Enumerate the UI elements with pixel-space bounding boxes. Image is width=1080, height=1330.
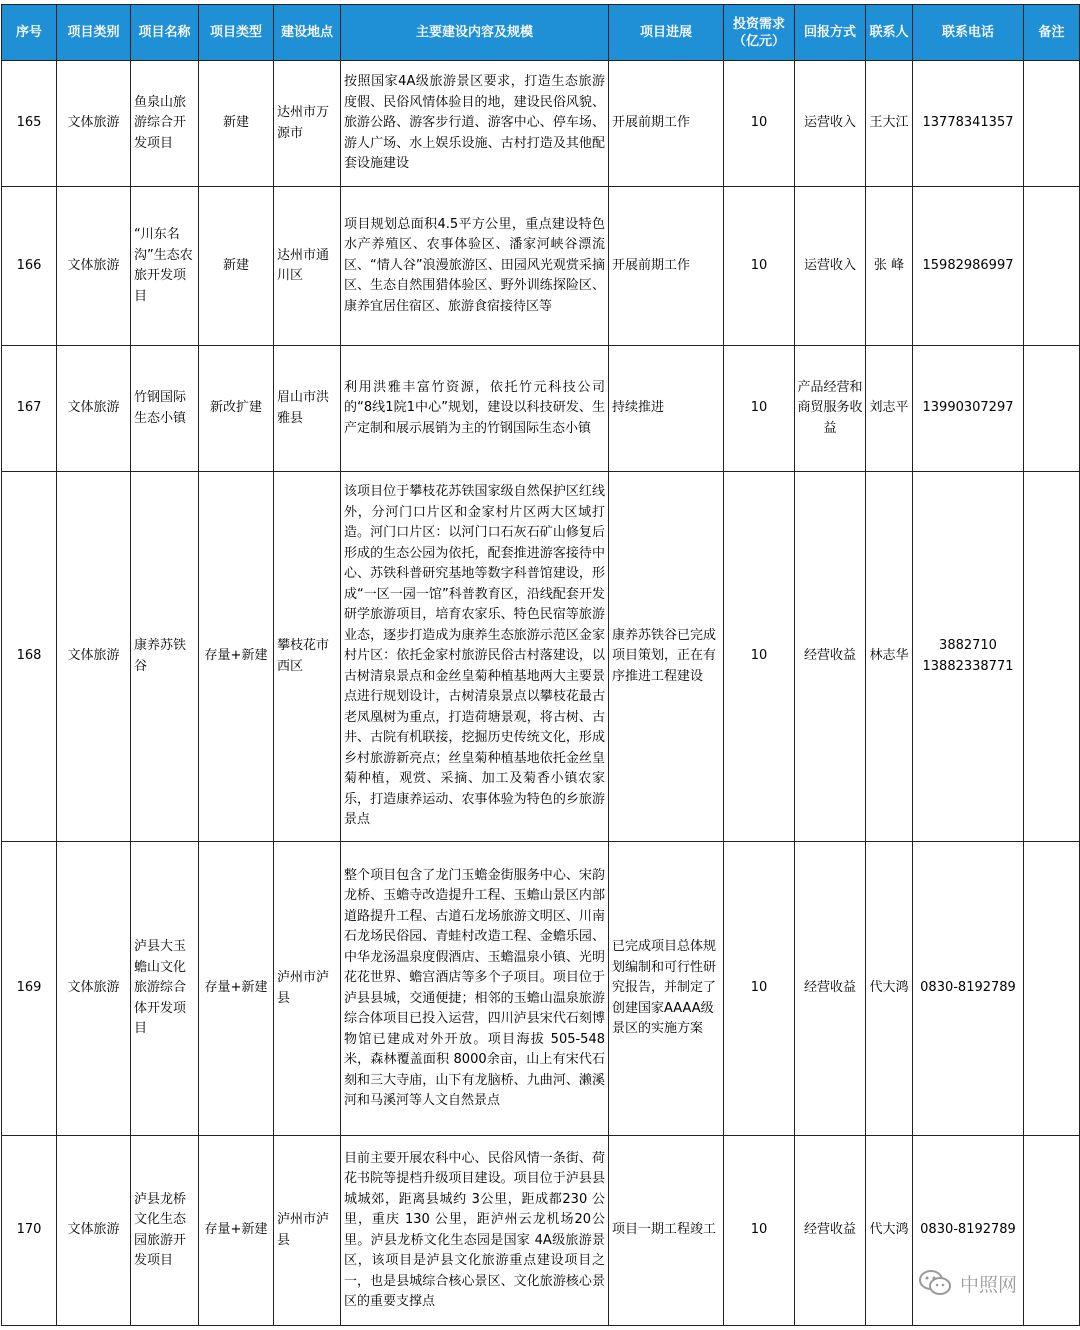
cell-return: 经营收益 bbox=[795, 1136, 866, 1326]
header-investment: 投资需求 （亿元） bbox=[724, 5, 795, 61]
cell-phone: 15982986997 bbox=[913, 187, 1024, 346]
cell-no: 170 bbox=[2, 1136, 57, 1326]
cell-progress: 康养苏铁谷已完成项目策划，正在有序推进工程建设 bbox=[609, 472, 724, 842]
cell-type: 新建 bbox=[199, 187, 274, 346]
cell-content: 项目规划总面积4.5平方公里，重点建设特色水产养殖区、农事体验区、潘家河峡谷漂流区、“情人谷”浪漫旅游区、田园风光观赏采摘区、生态自然围猎体验区、野外训练探险区、康养宜居住宿区、旅游食宿接待区等 bbox=[341, 187, 609, 346]
header-progress: 项目进展 bbox=[609, 5, 724, 61]
header-category: 项目类别 bbox=[57, 5, 131, 61]
header-name: 项目名称 bbox=[131, 5, 199, 61]
cell-progress: 项目一期工程竣工 bbox=[609, 1136, 724, 1326]
cell-return: 运营收入 bbox=[795, 187, 866, 346]
cell-return: 运营收入 bbox=[795, 61, 866, 187]
table-row bbox=[2, 472, 1080, 842]
cell-phone: 0830-8192789 bbox=[913, 842, 1024, 1136]
cell-name: 竹钢国际生态小镇 bbox=[131, 346, 199, 472]
cell-name: 康养苏铁谷 bbox=[131, 472, 199, 842]
cell-content: 利用洪雅丰富竹资源，依托竹元科技公司的“8线1院1中心”规划，建设以科技研发、生产定制和展示展销为主的竹钢国际生态小镇 bbox=[341, 346, 609, 472]
project-table bbox=[1, 4, 1080, 1326]
cell-category: 文体旅游 bbox=[57, 187, 131, 346]
header-content: 主要建设内容及规模 bbox=[341, 5, 609, 61]
cell-contact: 张 峰 bbox=[866, 187, 913, 346]
table-row bbox=[2, 842, 1080, 1136]
cell-phone: 0830-8192789 bbox=[913, 1136, 1024, 1326]
header-phone: 联系电话 bbox=[913, 5, 1024, 61]
cell-remark bbox=[1024, 842, 1080, 1136]
header-row bbox=[2, 5, 1080, 61]
cell-location: 达州市通川区 bbox=[274, 187, 341, 346]
cell-name: “川东名沟”生态农旅开发项目 bbox=[131, 187, 199, 346]
cell-progress: 持续推进 bbox=[609, 346, 724, 472]
cell-location: 攀枝花市西区 bbox=[274, 472, 341, 842]
watermark-text: 中照网 bbox=[960, 1273, 1018, 1296]
cell-contact: 刘志平 bbox=[866, 346, 913, 472]
watermark bbox=[918, 1266, 1017, 1300]
table-row bbox=[2, 346, 1080, 472]
cell-investment: 10 bbox=[724, 187, 795, 346]
cell-location: 达州市万源市 bbox=[274, 61, 341, 187]
cell-content: 该项目位于攀枝花苏铁国家级自然保护区红线外，分河门口片区和金家村片区两大区域打造。河门口片区：以河门口石灰石矿山修复后形成的生态公园为依托，配套推进游客接待中心、苏铁科普研究基地等数字科普馆建设，形成“一区一园一馆”科普教育区，沿线配套开发研学旅游项目，培育农家乐、特色民宿等旅游业态，逐步打造成为康养生态旅游示范区金家村片区：依托金家村旅游民俗古村落建设，以古树清泉景点和金丝皇菊种植基地两大主要景点进行规划设计，古树清泉景点以攀枝花最古老凤凰树为重点，打造荷塘景观，将古树、古井、古院有机联接，挖掘历史传统文化，形成乡村旅游新亮点；丝皇菊种植基地依托金丝皇菊种植，观赏、采摘、加工及菊香小镇农家乐，打造康养运动、农事体验为特色的乡旅游景点 bbox=[341, 472, 609, 842]
cell-content: 目前主要开展农科中心、民俗风情一条街、荷花书院等提档升级项目建设。项目位于泸县县城城郊，距离县城约 3公里，距成都230 公里，重庆 130 公里，距泸州云龙机场20公里。泸县龙桥文化生态园是国家 4A级旅游景区，该项目是泸县文化旅游重点建设项目之一，也是县城综合核心景区、文化旅游核心景区的重要支撑点 bbox=[341, 1136, 609, 1326]
table-row bbox=[2, 61, 1080, 187]
cell-phone: 3882710 13882338771 bbox=[913, 472, 1024, 842]
cell-no: 168 bbox=[2, 472, 57, 842]
header-contact: 联系人 bbox=[866, 5, 913, 61]
cell-category: 文体旅游 bbox=[57, 842, 131, 1136]
cell-remark bbox=[1024, 346, 1080, 472]
cell-no: 167 bbox=[2, 346, 57, 472]
header-type: 项目类型 bbox=[199, 5, 274, 61]
cell-content: 整个项目包含了龙门玉蟾金街服务中心、宋韵龙桥、玉蟾寺改造提升工程、玉蟾山景区内部道路提升工程、古道石龙场旅游文明区、川南石龙场民俗园、青蛙村改造工程、金蟾乐园、中华龙汤温泉度假酒店、玉蟾温泉小镇、光明花花世界、蟾宫酒店等多个子项目。项目位于泸县县城，交通便捷；相邻的玉蟾山温泉旅游综合体项目已投入运营，四川泸县宋代石刻博物馆已建成对外开放。项目海拔 505-548米，森林覆盖面积 8000余亩，山上有宋代石刻和三大寺庙，山下有龙脑桥、九曲河、濑溪河和马溪河等人文自然景点 bbox=[341, 842, 609, 1136]
cell-type: 新建 bbox=[199, 61, 274, 187]
cell-contact: 代大鸿 bbox=[866, 842, 913, 1136]
cell-content: 按照国家4A级旅游景区要求，打造生态旅游度假、民俗风情体验目的地，建设民俗风貌、旅游公路、游客步行道、游客中心、停车场、游人广场、水上娱乐设施、古村打造及其他配套设施建设 bbox=[341, 61, 609, 187]
cell-phone: 13990307297 bbox=[913, 346, 1024, 472]
cell-category: 文体旅游 bbox=[57, 61, 131, 187]
cell-phone: 13778341357 bbox=[913, 61, 1024, 187]
header-location: 建设地点 bbox=[274, 5, 341, 61]
cell-no: 165 bbox=[2, 61, 57, 187]
cell-category: 文体旅游 bbox=[57, 472, 131, 842]
cell-investment: 10 bbox=[724, 61, 795, 187]
cell-contact: 林志华 bbox=[866, 472, 913, 842]
cell-return: 经营收益 bbox=[795, 842, 866, 1136]
header-return: 回报方式 bbox=[795, 5, 866, 61]
cell-name: 鱼泉山旅游综合开发项目 bbox=[131, 61, 199, 187]
cell-location: 泸州市泸县 bbox=[274, 1136, 341, 1326]
cell-investment: 10 bbox=[724, 1136, 795, 1326]
cell-progress: 已完成项目总体规划编制和可行性研究报告，并制定了创建国家AAAA级景区的实施方案 bbox=[609, 842, 724, 1136]
wechat-icon bbox=[918, 1268, 952, 1298]
cell-location: 泸州市泸县 bbox=[274, 842, 341, 1136]
cell-type: 新改扩建 bbox=[199, 346, 274, 472]
cell-return: 经营收益 bbox=[795, 472, 866, 842]
cell-remark bbox=[1024, 61, 1080, 187]
cell-progress: 开展前期工作 bbox=[609, 61, 724, 187]
cell-type: 存量+新建 bbox=[199, 472, 274, 842]
table-row bbox=[2, 187, 1080, 346]
header-no: 序号 bbox=[2, 5, 57, 61]
cell-type: 存量+新建 bbox=[199, 842, 274, 1136]
cell-no: 169 bbox=[2, 842, 57, 1136]
cell-remark bbox=[1024, 472, 1080, 842]
cell-remark bbox=[1024, 187, 1080, 346]
cell-investment: 10 bbox=[724, 346, 795, 472]
cell-progress: 开展前期工作 bbox=[609, 187, 724, 346]
cell-investment: 10 bbox=[724, 842, 795, 1136]
cell-contact: 王大江 bbox=[866, 61, 913, 187]
cell-category: 文体旅游 bbox=[57, 1136, 131, 1326]
cell-name: 泸县龙桥文化生态园旅游开发项目 bbox=[131, 1136, 199, 1326]
cell-name: 泸县大玉蟾山文化旅游综合体开发项目 bbox=[131, 842, 199, 1136]
cell-return: 产品经营和商贸服务收益 bbox=[795, 346, 866, 472]
cell-location: 眉山市洪雅县 bbox=[274, 346, 341, 472]
header-remark: 备注 bbox=[1024, 5, 1080, 61]
cell-no: 166 bbox=[2, 187, 57, 346]
cell-category: 文体旅游 bbox=[57, 346, 131, 472]
cell-remark bbox=[1024, 1136, 1080, 1326]
cell-contact: 代大鸿 bbox=[866, 1136, 913, 1326]
cell-type: 存量+新建 bbox=[199, 1136, 274, 1326]
cell-investment: 10 bbox=[724, 472, 795, 842]
